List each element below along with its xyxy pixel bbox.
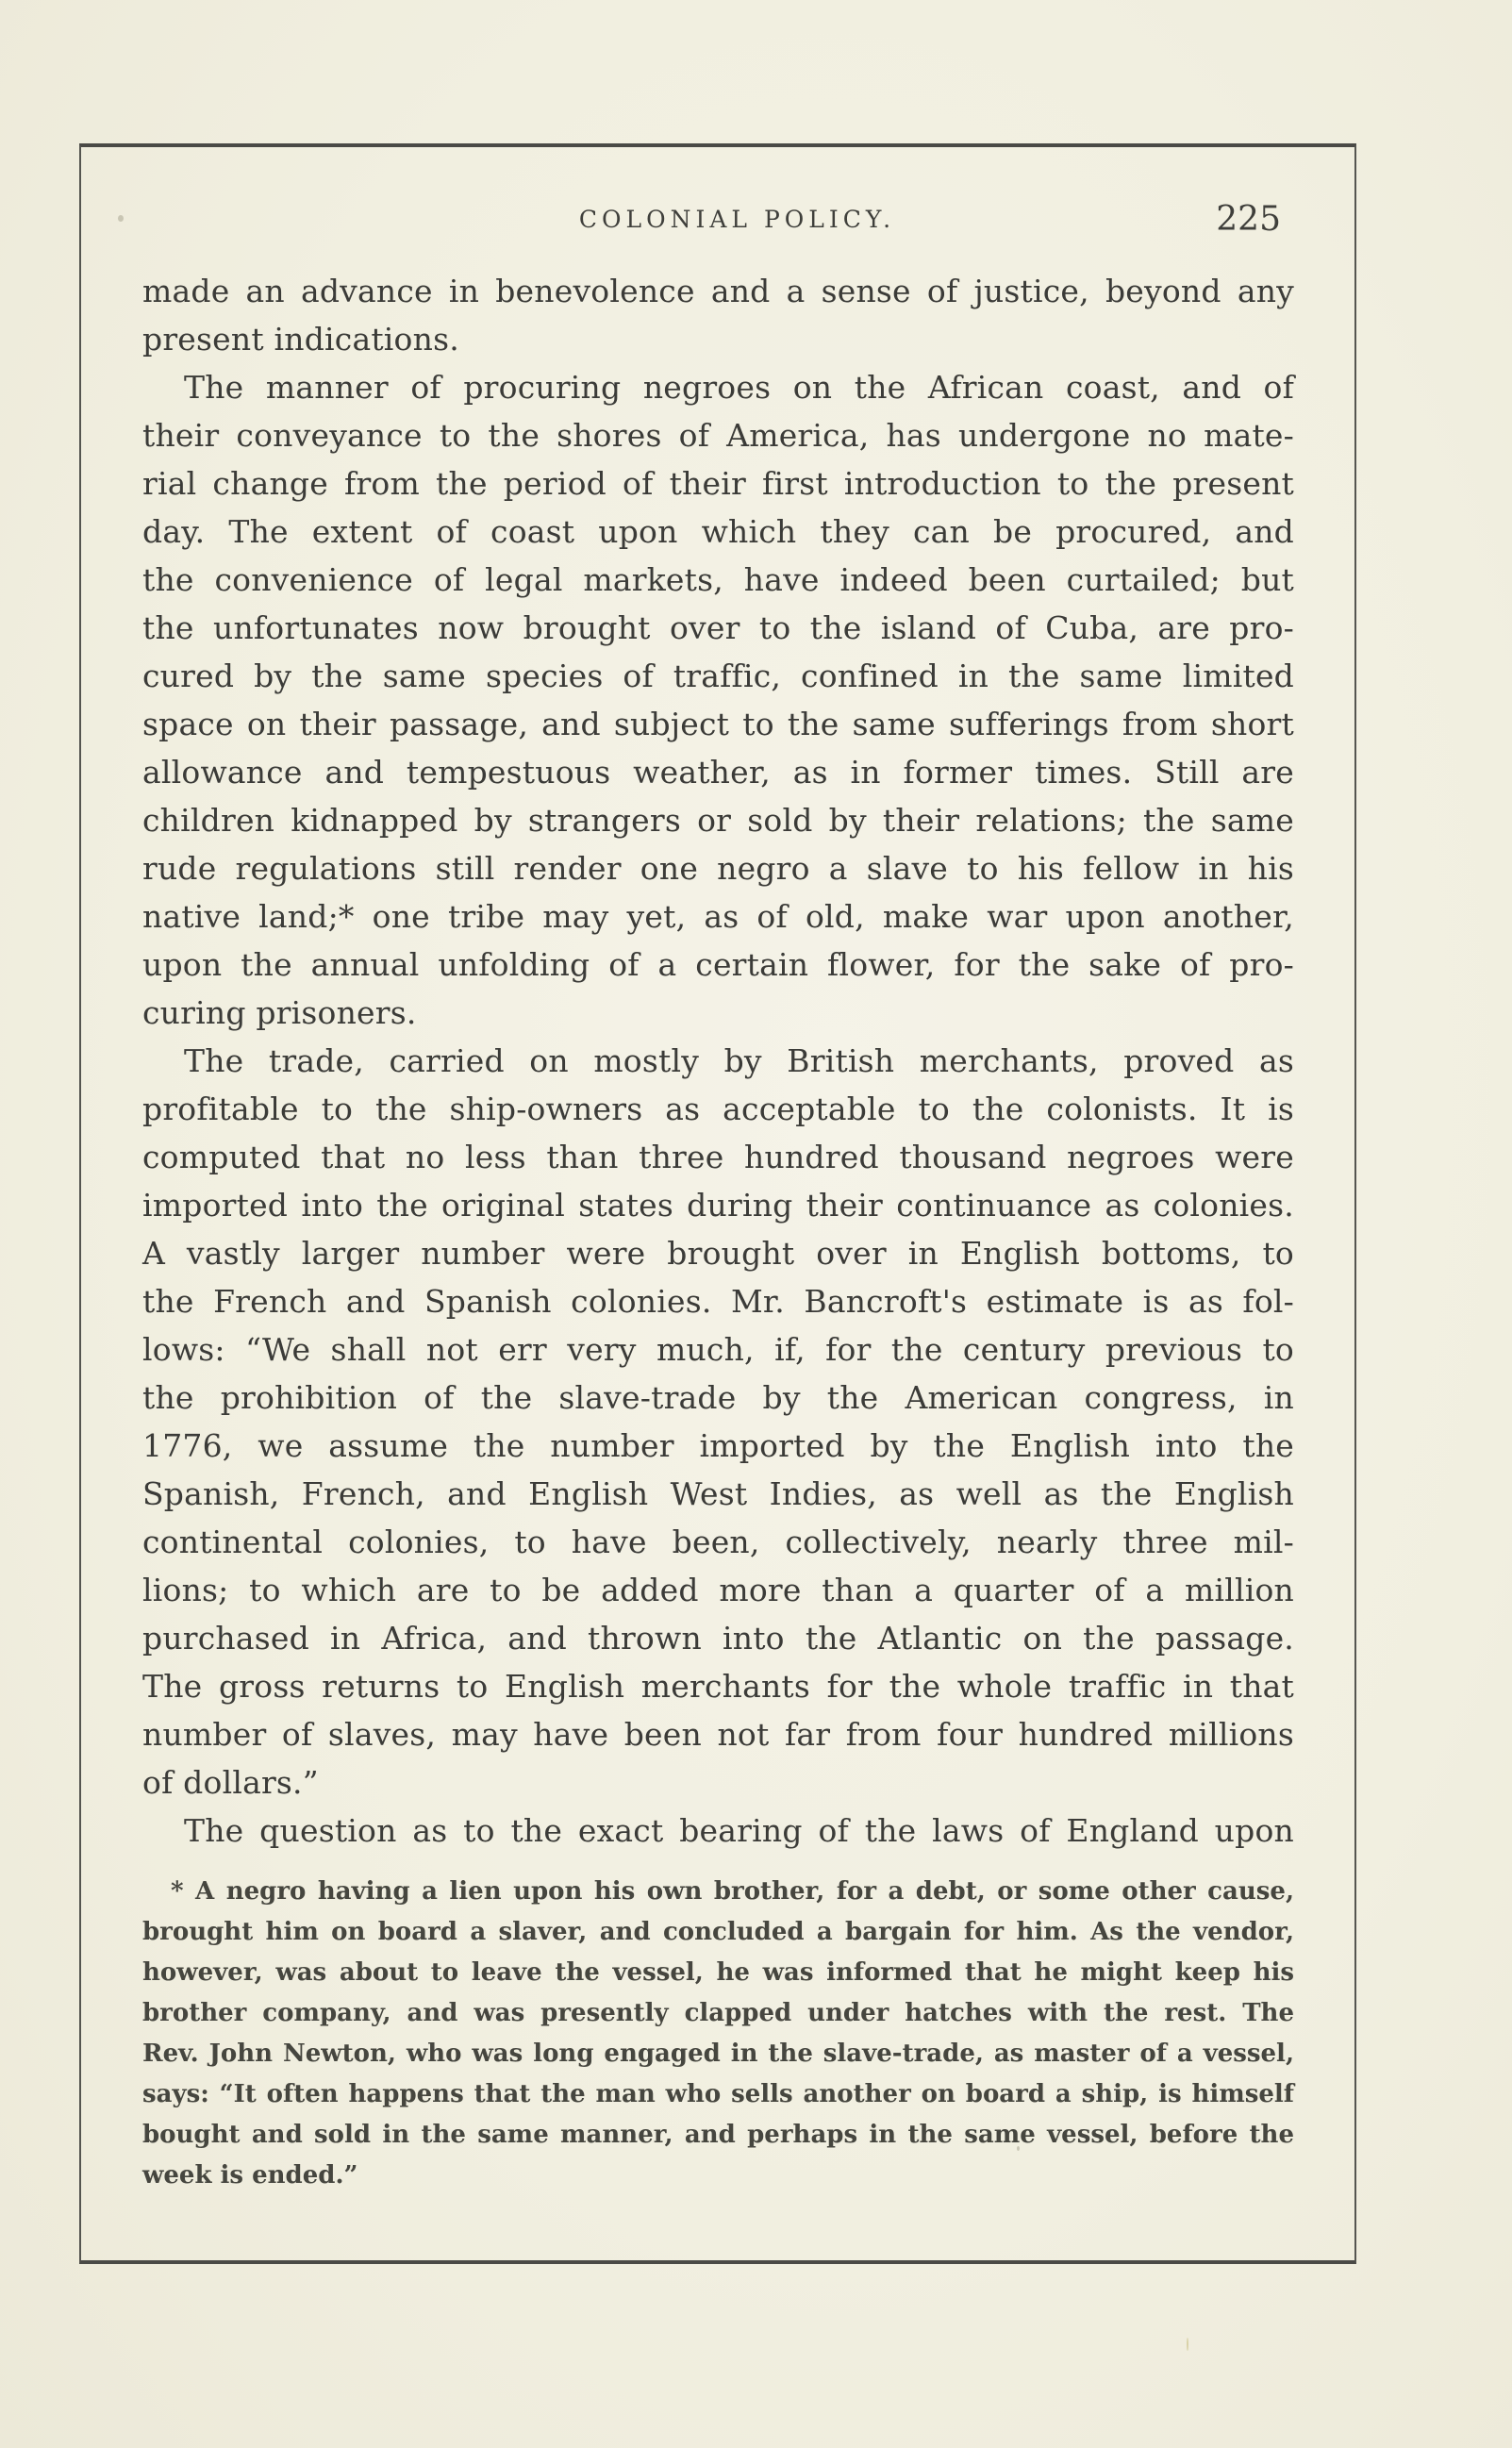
body-text-line: the French and Spanish colonies. Mr. Bancroft's estimate is as fol- — [142, 1283, 1294, 1320]
body-text-line: continental colonies, to have been, collectively, nearly three mil- — [142, 1524, 1294, 1560]
body-text — [142, 267, 1294, 1855]
body-text-line: number of slaves, may have been not far from four hundred millions — [142, 1716, 1294, 1753]
body-text-line: the convenience of legal markets, have indeed been curtailed; but — [142, 561, 1294, 598]
body-text-line: lions; to which are to be added more than a quarter of a million — [142, 1572, 1294, 1608]
body-text-line: 1776, we assume the number imported by the English into the — [142, 1427, 1294, 1464]
body-text-line: present indications. — [142, 321, 459, 358]
body-text-line: allowance and tempestuous weather, as in former times. Still are — [142, 754, 1294, 791]
body-text-line: profitable to the ship-owners as acceptable to the colonists. It is — [142, 1091, 1294, 1127]
footnote-line: brought him on board a slaver, and concluded a bargain for him. As the vendor, — [142, 1918, 1294, 1946]
body-text-line: upon the annual unfolding of a certain flower, for the sake of pro- — [142, 946, 1294, 983]
page-number: 225 — [1216, 200, 1281, 239]
body-text-line: the prohibition of the slave-trade by the American congress, in — [142, 1379, 1294, 1416]
body-text-line: Spanish, French, and English West Indies, as well as the English — [142, 1475, 1294, 1512]
running-head — [142, 200, 1294, 247]
body-text-line: lows: “We shall not err very much, if, for the century previous to — [142, 1331, 1294, 1368]
body-text-line: The gross returns to English merchants for the whole traffic in that — [142, 1668, 1294, 1705]
body-text-line: The manner of procuring negroes on the African coast, and of — [184, 369, 1294, 406]
body-text-line: children kidnapped by strangers or sold by their relations; the same — [142, 802, 1294, 839]
body-text-line: The trade, carried on mostly by British merchants, proved as — [184, 1042, 1294, 1079]
body-text-line: day. The extent of coast upon which they can be procured, and — [142, 513, 1294, 550]
body-text-line: their conveyance to the shores of America, has undergone no mate- — [142, 417, 1294, 454]
footnote-line: Rev. John Newton, who was long engaged in the slave-trade, as master of a vessel, — [142, 2040, 1294, 2068]
footnote-line: * A negro having a lien upon his own brother, for a debt, or some other cause, — [171, 1877, 1294, 1906]
paper-speck — [1187, 2338, 1188, 2351]
footnote-line: however, was about to leave the vessel, he was informed that he might keep his — [142, 1958, 1294, 1987]
body-text-line: purchased in Africa, and thrown into the Atlantic on the passage. — [142, 1620, 1294, 1657]
body-text-line: of dollars.” — [142, 1764, 319, 1801]
footnote-line: says: “It often happens that the man who sells another on board a ship, is himself — [142, 2080, 1294, 2108]
body-text-line: the unfortunates now brought over to the island of Cuba, are pro- — [142, 609, 1294, 646]
body-text-line: curing prisoners. — [142, 994, 417, 1031]
body-text-line: imported into the original states during their continuance as colonies. — [142, 1187, 1294, 1224]
body-text-line: space on their passage, and subject to the same sufferings from short — [142, 706, 1294, 742]
footnote-line: bought and sold in the same manner, and perhaps in the same vessel, before the — [142, 2121, 1294, 2149]
body-text-line: rial change from the period of their first introduction to the present — [142, 465, 1294, 502]
running-head-title: COLONIAL POLICY. — [578, 206, 896, 233]
body-text-line: made an advance in benevolence and a sense of justice, beyond any — [142, 273, 1294, 309]
body-text-line: rude regulations still render one negro a slave to his fellow in his — [142, 850, 1294, 887]
footnote — [142, 1872, 1294, 2196]
body-text-line: cured by the same species of traffic, confined in the same limited — [142, 658, 1294, 694]
footnote-line: brother company, and was presently clapped under hatches with the rest. The — [142, 1999, 1294, 2027]
body-text-line: native land;* one tribe may yet, as of old, make war upon another, — [142, 898, 1294, 935]
body-text-line: A vastly larger number were brought over in English bottoms, to — [142, 1235, 1294, 1272]
footnote-line: week is ended.” — [142, 2161, 358, 2190]
body-text-line: computed that no less than three hundred thousand negroes were — [142, 1139, 1294, 1175]
body-text-line: The question as to the exact bearing of the laws of England upon — [184, 1812, 1294, 1849]
